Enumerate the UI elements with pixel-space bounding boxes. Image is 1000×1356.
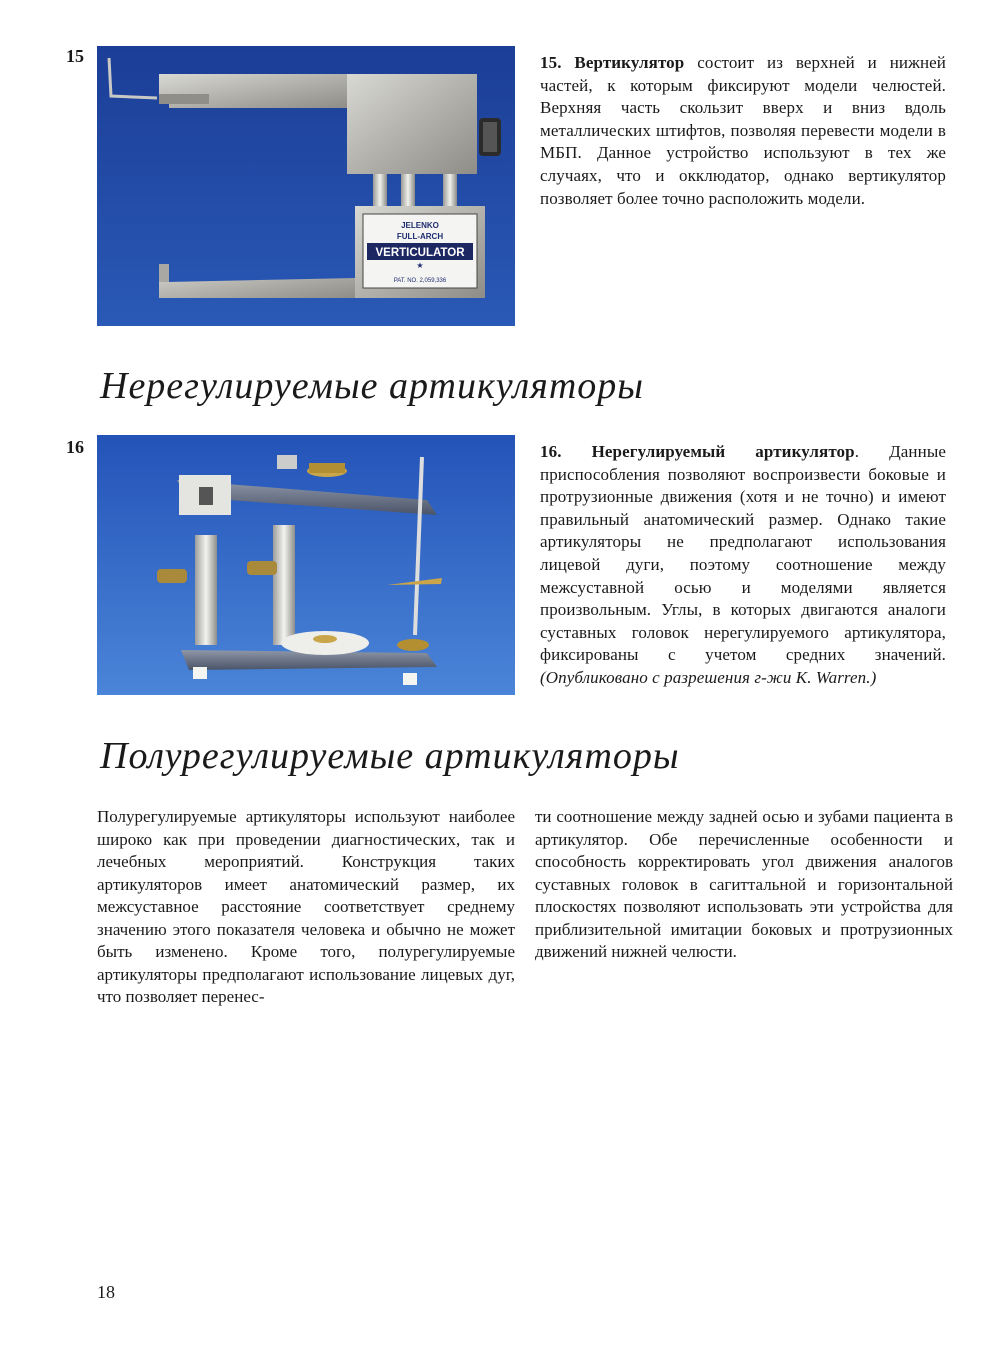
figure-16-caption-text: . Данные приспособления позволяют воспроизвести боковые и протрузионные движения (хотя и не точно) и имеют правильный анатомический размер. Однако такие артикуляторы не предполагают использования лицевой дуги, поэтому соотношение между межсуставной осью и моделями является произвольным. Углы, в которых двигаются аналоги суставных головок нерегулируемого артикулятора, фиксированы с учетом средних значений.	[540, 442, 946, 665]
figure-15-caption-num: 15.	[540, 53, 562, 72]
figure-16-number: 16	[66, 437, 84, 457]
figure-15-number: 15	[66, 46, 84, 66]
figure-16-caption	[540, 441, 946, 690]
label-star: ★	[416, 261, 424, 270]
body-column-left: Полурегулируемые артикуляторы используют наиболее широко как при проведении диагностических, так и лечебных мероприятий. Конструкция таких артикуляторов имеет анатомический размер, их межсуставное расстояние соответствует среднему значению этого показателя человека и обычно не может быть изменено. Кроме того, полурегулируемые артикуляторы предполагают использование лицевых дуг, что позволяет перенес-	[97, 807, 515, 1006]
page-number: 18	[97, 1282, 115, 1302]
section-title-nonadjustable: Нерегулируемые артикуляторы	[100, 365, 645, 407]
figure-15-caption	[540, 52, 946, 210]
body-column-right: ти соотношение между задней осью и зубами пациента в артикулятор. Обе перечисленные особенности и способность корректировать угол движения аналогов суставных головок в сагиттальной и горизонтальной плоскостях позволяют использовать эти устройства для приблизительной имитации боковых и протрузионных движений нижней челюсти.	[535, 807, 953, 961]
figure-16-credit: (Опубликовано с разрешения г-жи K. Warren.)	[540, 667, 877, 687]
label-line1: JELENKO	[401, 221, 439, 230]
section-title-semiadjustable: Полурегулируемые артикуляторы	[100, 735, 680, 777]
figure-15-caption-term: Вертикулятор	[574, 53, 685, 72]
label-line4: PAT. NO. 2,059,336	[393, 278, 447, 284]
label-line3: VERTICULATOR	[375, 247, 465, 259]
figure-16-caption-term: Нерегулируемый артикулятор	[591, 442, 855, 461]
figure-16-photo	[97, 435, 515, 695]
figure-15-caption-text: состоит из верхней и нижней частей, к которым фиксируют модели челюстей. Верхняя часть скользит вверх и вниз вдоль металлических штифтов, позволяя перевести модели в МБП. Данное устройство используют в тех же случаях, что и окклюдатор, однако вертикулятор позволяет более точно расположить модели.	[540, 53, 946, 208]
label-line2: FULL-ARCH	[396, 232, 444, 241]
figure-15-photo	[97, 46, 515, 326]
figure-16-caption-num: 16.	[540, 442, 562, 461]
